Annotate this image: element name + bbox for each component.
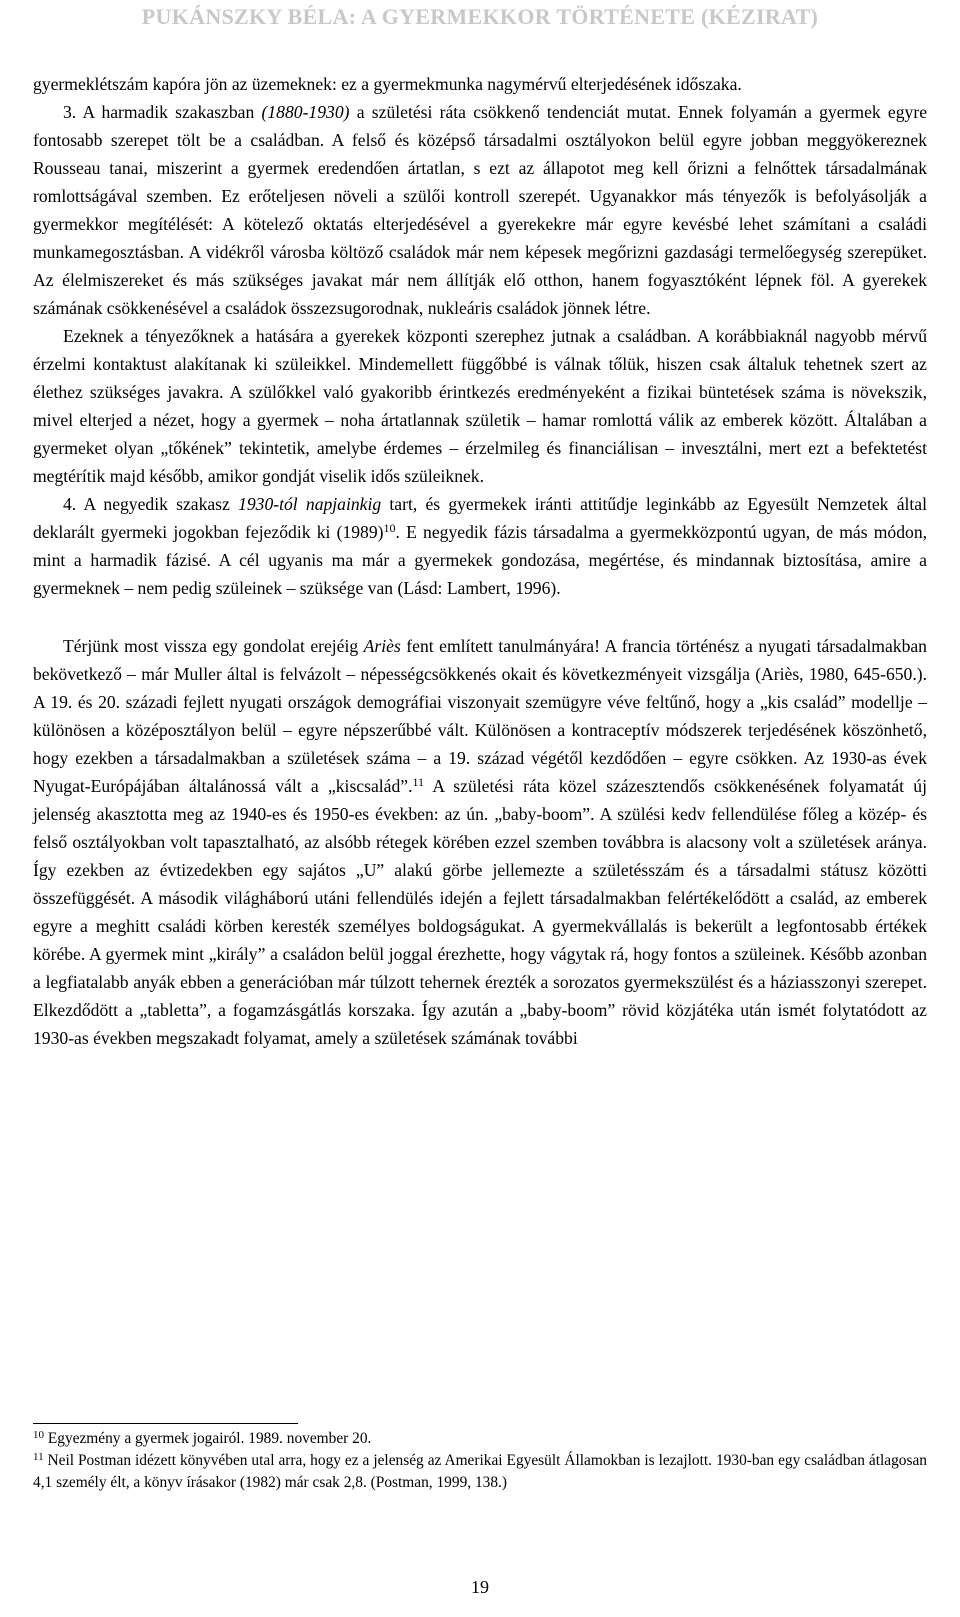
body-text: [33, 70, 927, 1052]
footnote-11: [33, 1450, 927, 1494]
footnote-10: [33, 1428, 927, 1450]
p4-text-a: 4. A negyedik szakasz: [63, 494, 239, 514]
footnotes: [33, 1428, 927, 1494]
running-header: PUKÁNSZKY BÉLA: A GYERMEKKOR TÖRTÉNETE (KÉZIRAT): [141, 4, 819, 29]
paragraph-4: [33, 490, 927, 602]
p2-text-b: a születési ráta csökkenő tendenciát mutat. Ennek folyamán a gyermek egyre fontosabb szerepet tölt be a családban. A felső és középső társadalmi osztályokon belül egyre jobban meggyökereznek Rousseau tanai, miszerint a gyermek eredendően ártatlan, s ezt az állapotot meg kell őrizni a felnőttek társadalmának romlottságával szemben. Ez erőteljesen növeli a szülői kontroll szerepét. Ugyanakkor más tényezők is befolyásolják a gyermekkor megítélését: A kötelező oktatás elterjedésével a gyerekekre már egyre kevésbé lehet számítani a családi munkamegosztásban. A vidékről városba költöző családok már nem képesek megőrizni gazdasági termelőegység szerepüket. Az élelmiszereket és más szükséges javakat már nem állítják elő otthon, hanem fogyasztóként lépnek föl. A gyerekek számának csökkenésével a családok összezsugorodnak, nukleáris családok jönnek létre.: [33, 102, 927, 318]
footnote-ref-11[interactable]: 11: [412, 775, 425, 789]
p2-period: (1880-1930): [261, 102, 350, 122]
p4-period: 1930-tól napjainkig: [238, 494, 382, 514]
p5-text-a: Térjünk most vissza egy gondolat erejéig: [63, 636, 364, 656]
footnote-separator: [33, 1423, 298, 1424]
p5-text-c: A születési ráta közel százesztendős csökkenésének folyamatát új jelenség akasztotta meg az 1940-es és 1950-es években: az ún. „baby-boom”. A szülési kedv fellendülése főleg a közép- és felső osztályokban volt tapasztalható, az alsóbb rétegek körében ezzel szemben továbbra is alacsony volt a születések aránya. Így ezekben az évtizedekben egy sajátos „U” alakú görbe jellemezte a születésszám és a társadalmi státusz közötti összefüggését. A második világháború utáni fellendülés idején a fejlett társadalmakban felértékelődött a család, az emberek egyre a meghitt családi körben keresték személyes boldogságukat. A gyermekvállalás is bekerült a legfontosabb értékek körébe. A gyermek mint „király” a családon belül joggal érezhette, hogy vágytak rá, hogy fontos a szüleinek. Később azonban a legfiatalabb anyák ebben a generációban már túlzott tehernek érezték a sorozatos gyermekszülést és a háziasszonyi szerepet. Elkezdődött a „tabletta”, a fogamzásgátlás korszaka. Így azután a „baby-boom” rövid közjátéka után ismét folytatódott az 1930-as években megszakadt folyamat, amely a születések számának további: [33, 776, 927, 1048]
paragraph-gap: [33, 602, 927, 632]
paragraph-3: Ezeknek a tényezőknek a hatására a gyerekek központi szerephez jutnak a családban. A korábbiaknál nagyobb mérvű érzelmi kontaktust alakítanak ki szüleikkel. Mindemellett függőbbé is válnak tőlük, hiszen csak általuk tehetnek szert az élethez szükséges javakra. A szülőkkel való gyakoribb érintkezés eredményeként a fizikai büntetések száma is növekszik, mivel elterjed a nézet, hogy a gyermek – noha ártatlannak születik – hamar romlottá válik az emberek között. Általában a gyermeket olyan „tőkének” tekintetik, amelybe érdemes – érzelmileg és financiálisan – invesztálni, mert ezt a befektetést megtérítik majd később, amikor gondját viselik idős szüleiknek.: [33, 326, 927, 486]
paragraph-2: [33, 98, 927, 322]
footnote-10-text: Egyezmény a gyermek jogairól. 1989. november 20.: [44, 1430, 372, 1447]
footnote-11-text: Neil Postman idézett könyvében utal arra, hogy ez a jelenség az Amerikai Egyesült Államokban is lezajlott. 1930-ban egy családban átlagosan 4,1 személy élt, a könyv írásakor (1982) már csak 2,8. (Postman, 1999, 138.): [33, 1452, 927, 1491]
p5-author: Ariès: [363, 636, 401, 656]
footnote-10-number: 10: [33, 1429, 44, 1441]
p5-text-b: fent említett tanulmányára! A francia történész a nyugati társadalmakban bekövetkező – már Muller által is felvázolt – népességcsökkenés okait és következményeit vizsgálja (Ariès, 1980, 645-650.). A 19. és 20. századi fejlett nyugati országok demográfiai viszonyait szemügyre véve feltűnő, hogy a „kis család” modellje – különösen a középosztályon belül – egyre népszerűbbé vált. Különösen a kontraceptív módszerek terjedésének köszönhető, hogy ezekben a társadalmakban a születések száma – a 19. század végétől kezdődően – egyre csökken. Az 1930-as évek Nyugat-Európájában általánossá vált a „kiscsalád”.: [33, 636, 927, 796]
footnote-ref-10[interactable]: 10: [383, 521, 396, 535]
footnote-11-number: 11: [33, 1451, 44, 1463]
paragraph-1: gyermeklétszám kapóra jön az üzemeknek: ez a gyermekmunka nagymérvű elterjedésének időszaka.: [33, 74, 742, 94]
p4-text-c: . E negyedik fázis társadalma a gyermekközpontú ugyan, de más módon, mint a harmadik fázisé. A cél ugyanis ma már a gyermekek gondozása, megértése, és mindannak biztosítása, amire a gyermeknek – nem pedig szüleinek – szüksége van (Lásd: Lambert, 1996).: [33, 522, 928, 598]
p4-text-b: tart, és gyermekek iránti attitűdje leginkább az Egyesült Nemzetek által deklarált gyermeki jogokban fejeződik ki (1989): [33, 494, 927, 542]
p2-text-a: 3. A harmadik szakaszban: [63, 102, 262, 122]
page-number: 19: [471, 1577, 489, 1597]
paragraph-5: [33, 632, 927, 1052]
